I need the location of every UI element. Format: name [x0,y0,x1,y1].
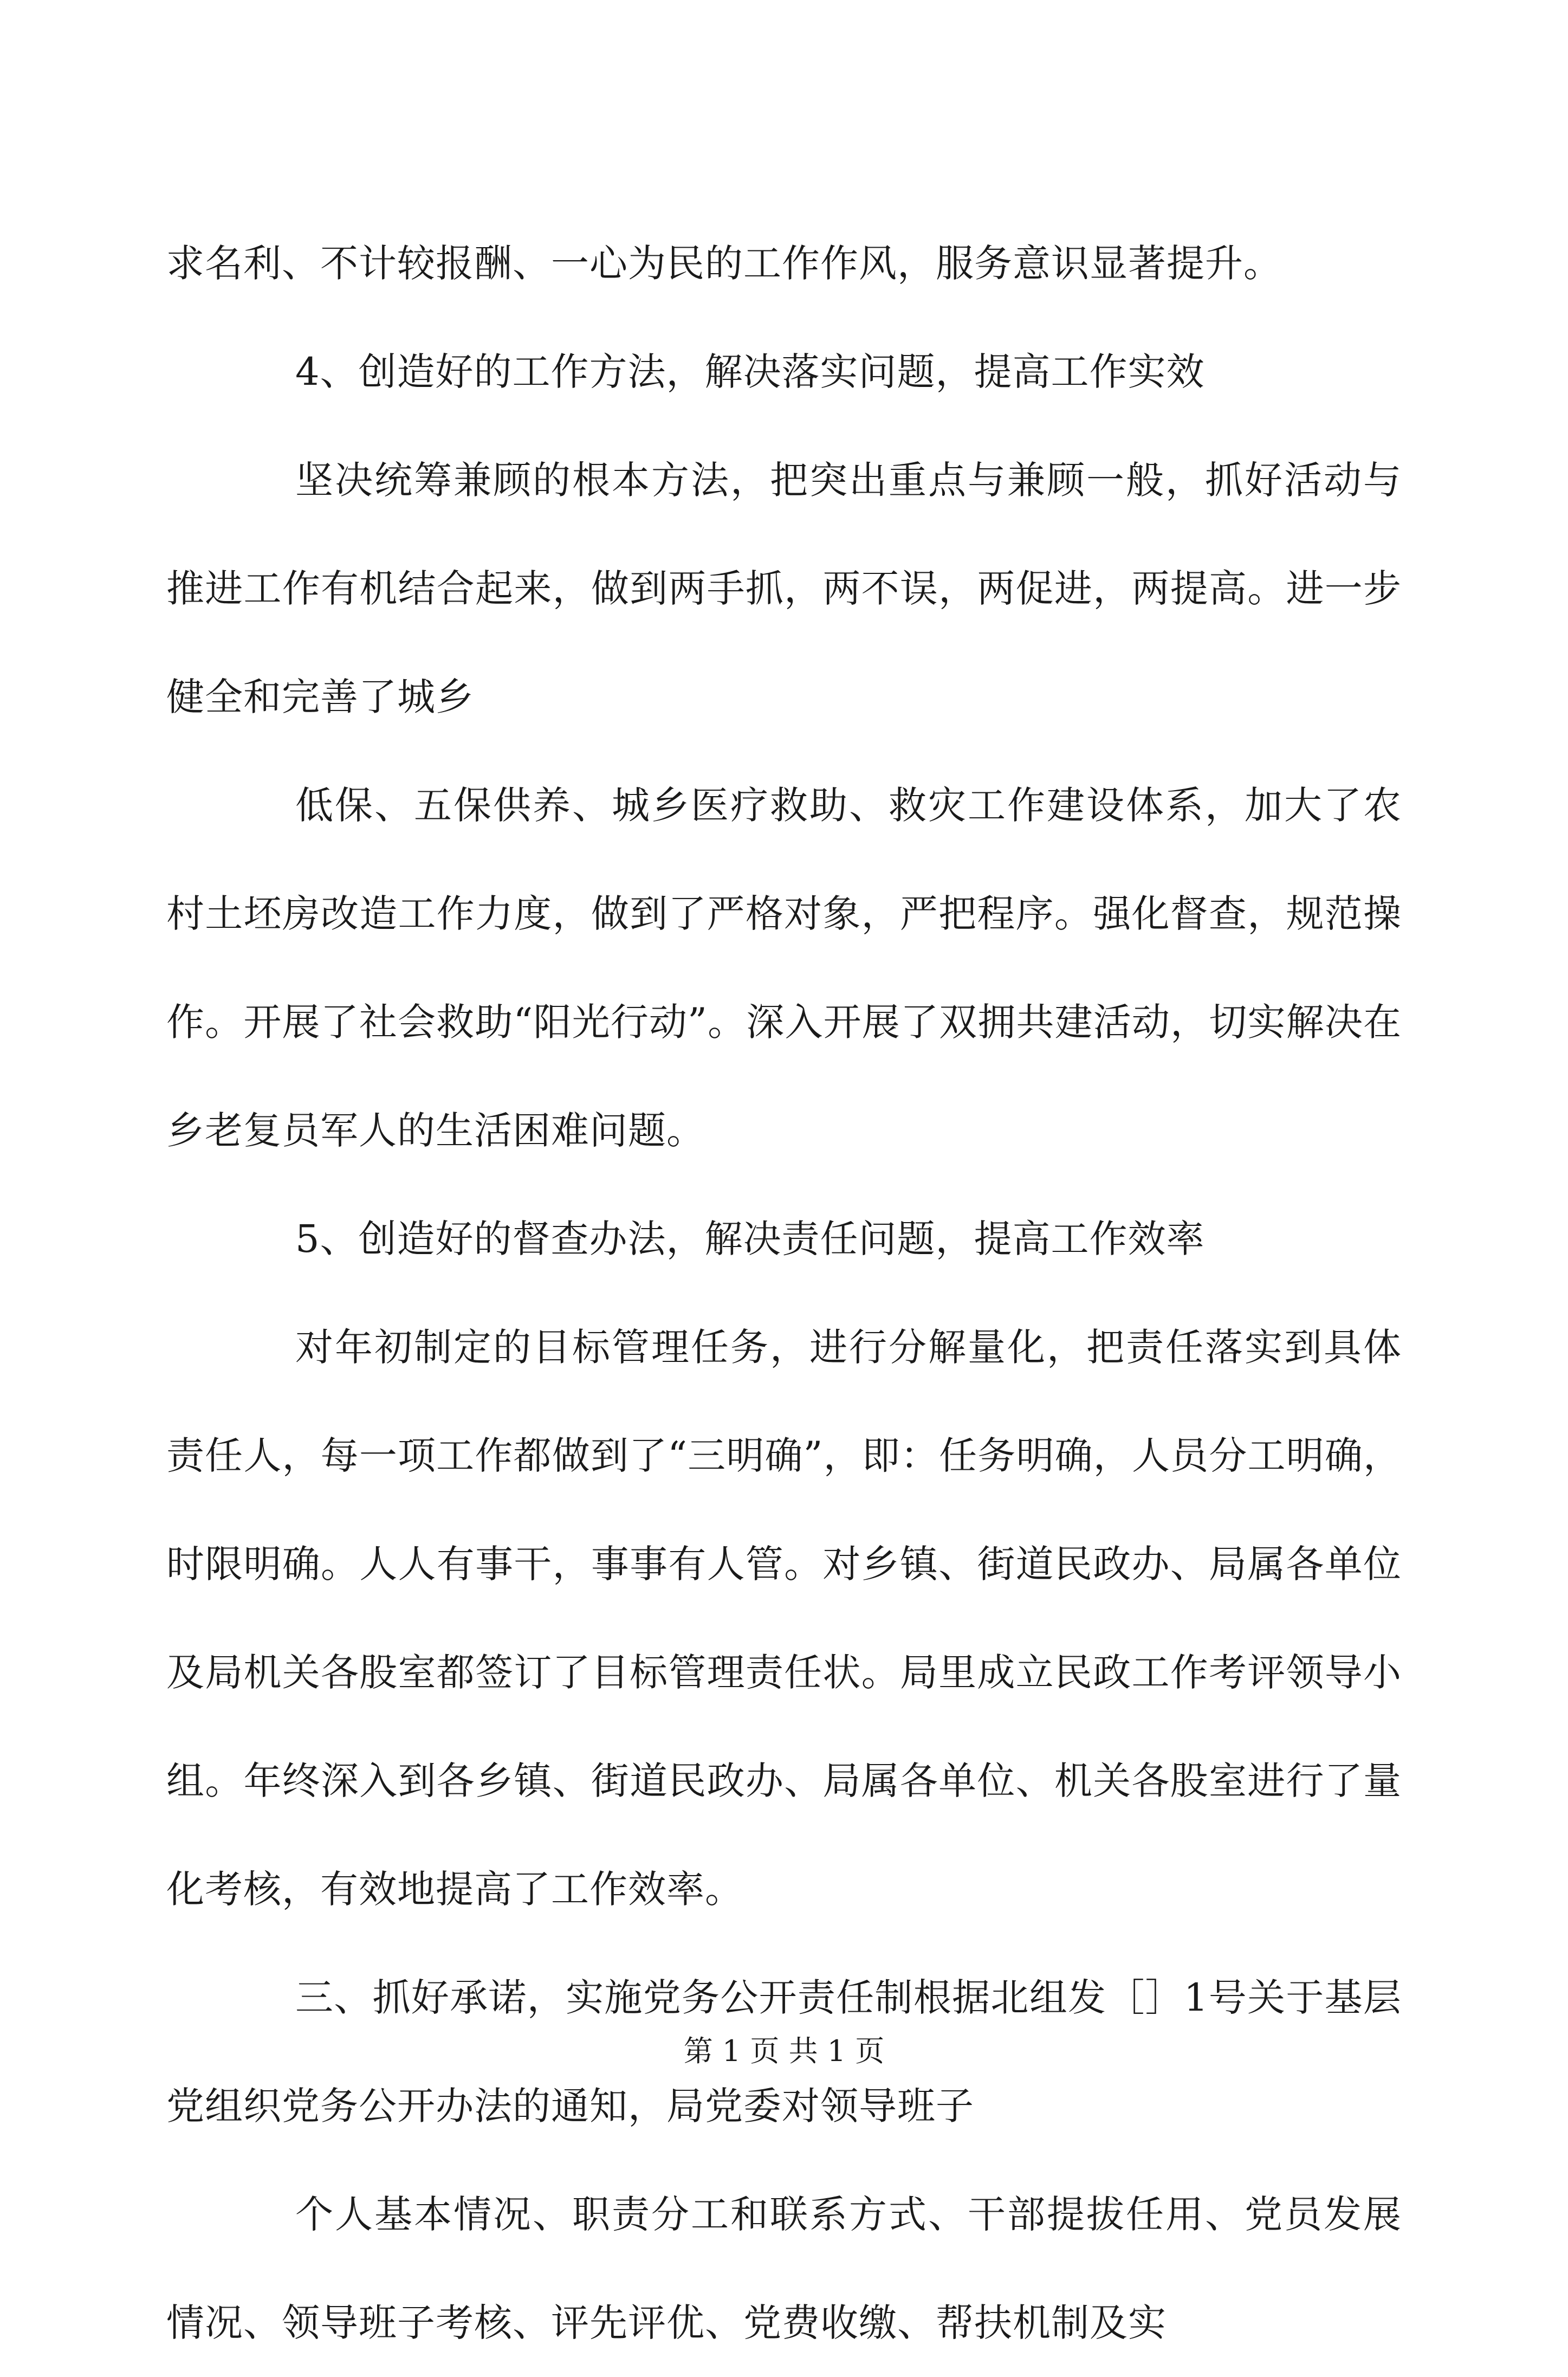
page-footer: 第 1 页 共 1 页 [683,2034,885,2068]
paragraph-8: 个人基本情况、职责分工和联系方式、干部提拔任用、党员发展情况、领导班子考核、评先评优、党费收缴、帮扶机制及实 [166,2192,1402,2345]
heading-5-supervision-methods: 5、创造好的督查办法，解决责任问题，提高工作效率 [295,1217,1205,1261]
paragraph-3: 坚决统筹兼顾的根本方法，把突出重点与兼顾一般，抓好活动与推进工作有机结合起来，做到两手抓，两不误，两促进，两提高。进一步健全和完善了城乡 [166,458,1402,719]
paragraph-6: 对年初制定的目标管理任务，进行分解量化，把责任落实到具体责任人，每一项工作都做到了“三明确”，即：任务明确，人员分工明确，时限明确。人人有事干，事事有人管。对乡镇、街道民政办、局属各单位及局机关各股室都签订了目标管理责任状。局里成立民政工作考评领导小组。年终深入到各乡镇、街道民政办、局属各单位、机关各股室进行了量化考核，有效地提高了工作效率。 [166,1325,1402,1911]
paragraph-4: 低保、五保供养、城乡医疗救助、救灾工作建设体系，加大了农村土坯房改造工作力度，做到了严格对象，严把程序。强化督查，规范操作。开展了社会救助“阳光行动”。深入开展了双拥共建活动，切实解决在乡老复员军人的生活困难问题。 [166,783,1402,1153]
heading-4-working-methods: 4、创造好的工作方法，解决落实问题，提高工作实效 [295,350,1205,394]
paragraph-1: 求名利、不计较报酬、一心为民的工作作风，服务意识显著提升。 [166,241,1282,286]
heading-3-commitment: 三、抓好承诺，实施党务公开责任制根据北组发［］1号关于基层党组织党务公开办法的通知，局党委对领导班子 [166,1975,1402,2128]
